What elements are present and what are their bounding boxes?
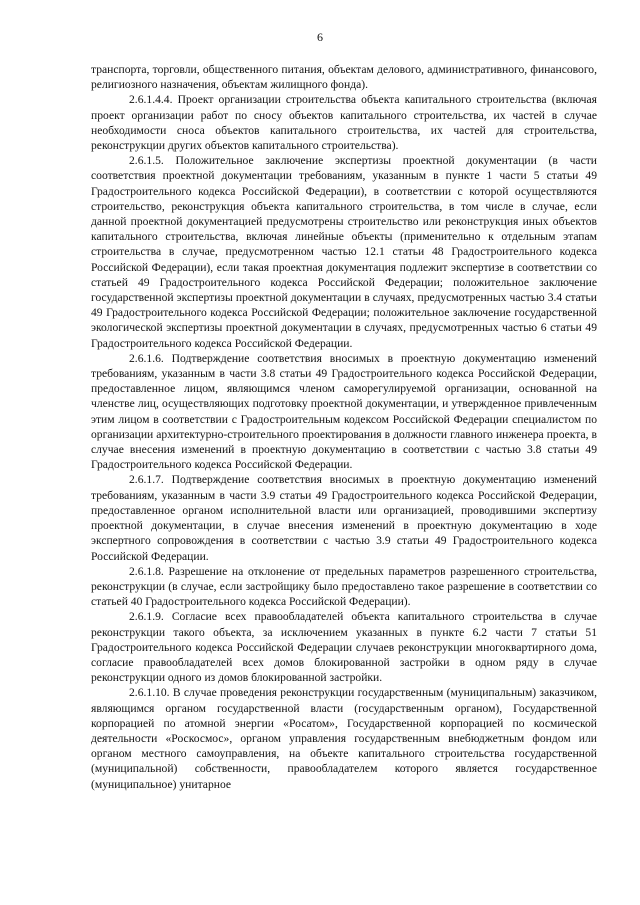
paragraph-2-6-1-9: 2.6.1.9. Согласие всех правообладателей объекта капитального строительства в случае реконструкции такого объекта, за исключением указанных в пункте 6.2 части 7 статьи 51 Градостроительного кодекса Российской Федерации случаев реконструкции многоквартирного дома, согласие правообладателей всех домов блокированной застройки в одном ряду в случае реконструкции одного из домов блокированной застройки.: [91, 610, 597, 685]
document-body: [91, 62, 597, 792]
paragraph-2-6-1-6: 2.6.1.6. Подтверждение соответствия вносимых в проектную документацию изменений требованиям, указанным в части 3.8 статьи 49 Градостроительного кодекса Российской Федерации, предоставленное лицом, являющимся членом саморегулируемой организации, основанной на членстве лиц, осуществляющих подготовку проектной документации, и утвержденное привлеченным этим лицом в соответствии с Градостроительным кодексом Российской Федерации специалистом по организации архитектурно-строительного проектирования в должности главного инженера проекта, в случае внесения изменений в проектную документацию в соответствии с частью 3.8 статьи 49 Градостроительного кодекса Российской Федерации.: [91, 351, 597, 472]
paragraph-continuation: транспорта, торговли, общественного питания, объектам делового, административного, финансового, религиозного назначения, объектам жилищного фонда).: [91, 63, 597, 92]
paragraph-2-6-1-4-4: 2.6.1.4.4. Проект организации строительства объекта капитального строительства (включая проект организации работ по сносу объектов капитального строительства, их частей в случае необходимости сноса объектов капитального строительства, их частей для строительства, реконструкции других объектов капитального строительства).: [91, 93, 597, 153]
paragraph-2-6-1-7: 2.6.1.7. Подтверждение соответствия вносимых в проектную документацию изменений требованиям, указанным в части 3.9 статьи 49 Градостроительного кодекса Российской Федерации, предоставленное органом исполнительной власти или организацией, проводившими экспертизу проектной документации, в случае внесения изменений в проектную документацию в ходе экспертного сопровождения в соответствии с частью 3.9 статьи 49 Градостроительного кодекса Российской Федерации.: [91, 473, 597, 563]
paragraph-2-6-1-8: 2.6.1.8. Разрешение на отклонение от предельных параметров разрешенного строительства, реконструкции (в случае, если застройщику было предоставлено такое разрешение в соответствии со статьей 40 Градостроительного кодекса Российской Федерации).: [91, 564, 597, 609]
paragraph-2-6-1-10: 2.6.1.10. В случае проведения реконструкции государственным (муниципальным) заказчиком, являющимся органом государственной власти (государственным органом), Государственной корпорацией по атомной энергии «Росатом», Государственной корпорацией по космической деятельности «Роскосмос», органом управления государственным внебюджетным фондом или органом местного самоуправления, на объекте капитального строительства государственной (муниципальной) собственности, правообладателем которого является государственное (муниципальное) унитарное: [91, 686, 597, 791]
paragraph-2-6-1-5: 2.6.1.5. Положительное заключение экспертизы проектной документации (в части соответствия проектной документации требованиям, указанным в пункте 1 части 5 статьи 49 Градостроительного кодекса Российской Федерации), в соответствии с которой осуществляются строительство, реконструкция объекта капитального строительства, в том числе в случае, если данной проектной документацией предусмотрены строительство или реконструкция иных объектов капитального строительства, включая линейные объекты (применительно к отдельным этапам строительства в случае, предусмотренном частью 12.1 статьи 48 Градостроительного кодекса Российской Федерации), если такая проектная документация подлежит экспертизе в соответствии со статьей 49 Градостроительного кодекса Российской Федерации; положительное заключение государственной экспертизы проектной документации в случаях, предусмотренных частью 3.4 статьи 49 Градостроительного кодекса Российской Федерации; положительное заключение государственной экологической экспертизы проектной документации в случаях, предусмотренных частью 6 статьи 49 Градостроительного кодекса Российской Федерации.: [91, 154, 597, 350]
page-number: 6: [317, 30, 323, 44]
